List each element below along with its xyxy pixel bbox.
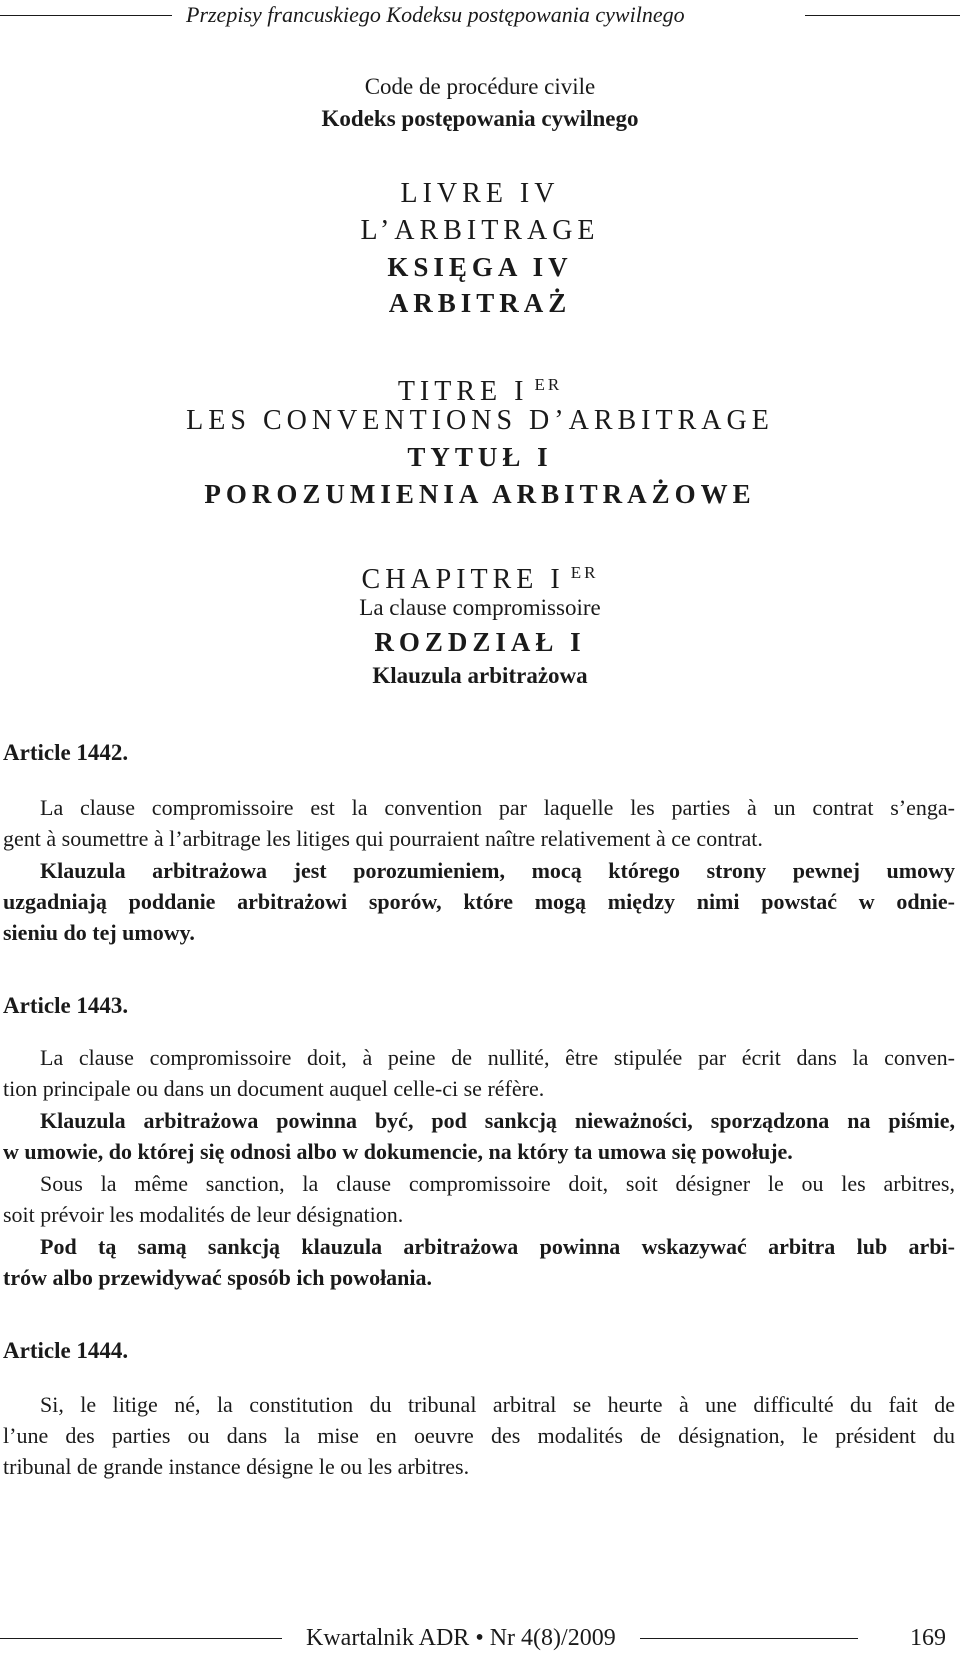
article-1442-paragraph-pl: [3, 855, 955, 948]
book-title-fr: L’ARBITRAGE: [360, 215, 600, 246]
code-title-fr: Code de procédure civile: [364, 74, 596, 99]
book-title-pl: ARBITRAŻ: [388, 288, 572, 318]
chapter-heading-fr: [0, 556, 960, 597]
article-1444-paragraph-fr: [3, 1389, 955, 1482]
footer-rule-right: [640, 1638, 858, 1639]
running-header: [0, 0, 960, 32]
article-1443-paragraph-fr-2: [3, 1168, 955, 1230]
text-line: La clause compromissoire doit, à peine de nullité, être stipulée par écrit dans la conven-: [40, 1045, 955, 1070]
text-line: l’une des parties ou dans la mise en oeuvre des modalités de désignation, le président du: [3, 1423, 955, 1448]
chapter-name-pl: Klauzula arbitrażowa: [372, 663, 588, 688]
text-line: La clause compromissoire est la convention par laquelle les parties à un contrat s’enga-: [40, 795, 955, 820]
title-name-pl: POROZUMIENIA ARBITRAŻOWE: [204, 479, 756, 509]
journal-issue: Kwartalnik ADR • Nr 4(8)/2009: [306, 1625, 616, 1651]
article-heading: Article 1443.: [3, 993, 129, 1018]
article-heading: Article 1444.: [3, 1338, 129, 1363]
chapter-name-fr: La clause compromissoire: [359, 595, 601, 620]
chapter-heading-fr-superscript: ER: [570, 563, 599, 582]
page-number: 169: [910, 1625, 946, 1651]
article-1442-paragraph-fr: [3, 792, 955, 854]
text-line: gent à soumettre à l’arbitrage les litiges qui pourraient naître relativement à ce contrat.: [3, 826, 763, 851]
page-footer: [0, 1622, 960, 1656]
text-line: Pod tą samą sankcją klauzula arbitrażowa powinna wskazywać arbitra lub arbi-: [40, 1234, 955, 1259]
title-name-fr: LES CONVENTIONS D’ARBITRAGE: [186, 405, 774, 436]
text-line: tribunal de grande instance désigne le ou les arbitres.: [3, 1454, 470, 1479]
article-1443-paragraph-pl-2: [3, 1231, 955, 1293]
article-heading: Article 1442.: [3, 740, 129, 765]
text-line: w umowie, do której się odnosi albo w dokumencie, na który ta umowa się powołuje.: [3, 1139, 793, 1164]
book-heading-fr: LIVRE IV: [400, 178, 560, 209]
text-line: sieniu do tej umowy.: [3, 920, 195, 945]
title-heading-fr-superscript: ER: [534, 375, 563, 394]
header-rule-right: [805, 15, 960, 16]
text-line: tion principale ou dans un document auquel celle-ci se réfère.: [3, 1076, 545, 1101]
header-rule-left: [0, 15, 172, 16]
code-title-pl: Kodeks postępowania cywilnego: [321, 106, 639, 131]
article-1443-paragraph-fr: [3, 1042, 955, 1104]
chapter-heading-fr-text: CHAPITRE I: [361, 564, 565, 595]
title-heading-fr-text: TITRE I: [397, 376, 529, 407]
title-heading-fr: [0, 368, 960, 409]
text-line: soit prévoir les modalités de leur désignation.: [3, 1202, 404, 1227]
running-header-title: Przepisy francuskiego Kodeksu postępowania cywilnego: [186, 2, 685, 27]
footer-rule-left: [0, 1638, 282, 1639]
text-line: Si, le litige né, la constitution du tribunal arbitral se heurte à une difficulté du fait de: [40, 1392, 955, 1417]
title-heading-pl: TYTUŁ I: [407, 442, 553, 472]
text-line: trów albo przewidywać sposób ich powołania.: [3, 1265, 433, 1290]
book-heading-pl: KSIĘGA IV: [387, 252, 573, 282]
text-line: Klauzula arbitrażowa jest porozumieniem, mocą którego strony pewnej umowy: [40, 858, 955, 883]
text-line: uzgadniają poddanie arbitrażowi sporów, które mogą między nimi powstać w odnie-: [3, 889, 955, 914]
text-line: Sous la même sanction, la clause compromissoire doit, soit désigner le ou les arbitres,: [40, 1171, 955, 1196]
text-line: Klauzula arbitrażowa powinna być, pod sankcją nieważności, sporządzona na piśmie,: [40, 1108, 955, 1133]
article-1443-paragraph-pl: [3, 1105, 955, 1167]
chapter-heading-pl: ROZDZIAŁ I: [374, 627, 586, 657]
